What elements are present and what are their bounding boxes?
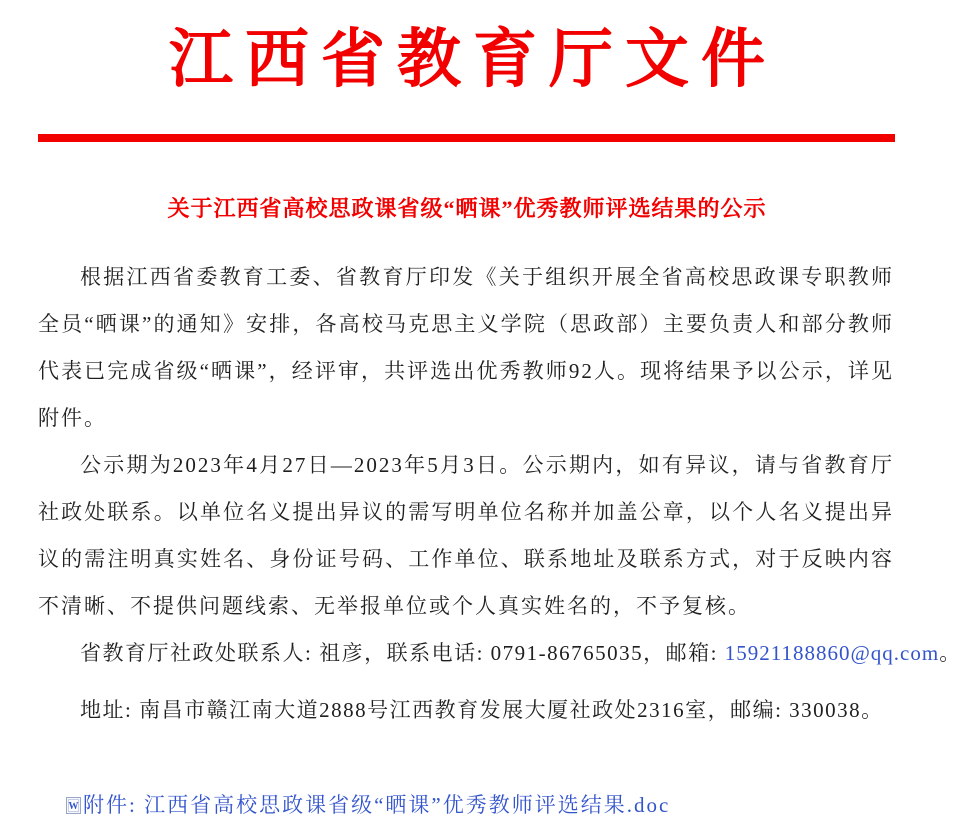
document-title: 关于江西省高校思政课省级“晒课”优秀教师评选结果的公示 bbox=[167, 196, 767, 221]
contact-line bbox=[38, 630, 962, 677]
attachment-label: 附件: bbox=[83, 793, 145, 817]
document-body bbox=[38, 254, 962, 734]
contact-suffix: 。 bbox=[939, 641, 962, 665]
address-line: 地址: 南昌市赣江南大道2888号江西教育发展大厦社政处2316室，邮编: 330038。 bbox=[80, 698, 884, 722]
attachment-link[interactable] bbox=[83, 792, 670, 818]
red-divider bbox=[38, 134, 895, 142]
word-doc-icon bbox=[66, 797, 81, 814]
contact-text: 省教育厅社政处联系人: 祖彦，联系电话: 0791-86765035，邮箱: bbox=[80, 641, 725, 665]
attachment-filename: 江西省高校思政课省级“晒课”优秀教师评选结果.doc bbox=[144, 793, 671, 817]
paragraph-2: 公示期为2023年4月27日—2023年5月3日。公示期内，如有异议，请与省教育厅社政处联系。以单位名义提出异议的需写明单位名称并加盖公章，以个人名义提出异议的需注明真实姓名、身份证号码、工作单位、联系地址及联系方式，对于反映内容不清晰、不提供问题线索、无举报单位或个人真实姓名的，不予复核。 bbox=[38, 453, 894, 618]
letterhead-title: 江西省教育厅文件 bbox=[169, 24, 777, 95]
paragraph-1: 根据江西省委教育工委、省教育厅印发《关于组织开展全省高校思政课专职教师全员“晒课”的通知》安排，各高校马克思主义学院（思政部）主要负责人和部分教师代表已完成省级“晒课”，经评审，共评选出优秀教师92人。现将结果予以公示，详见附件。 bbox=[38, 265, 894, 430]
email-link[interactable]: 15921188860@qq.com bbox=[724, 641, 940, 665]
attachment-row bbox=[66, 792, 934, 818]
svg-text:W: W bbox=[68, 800, 79, 812]
